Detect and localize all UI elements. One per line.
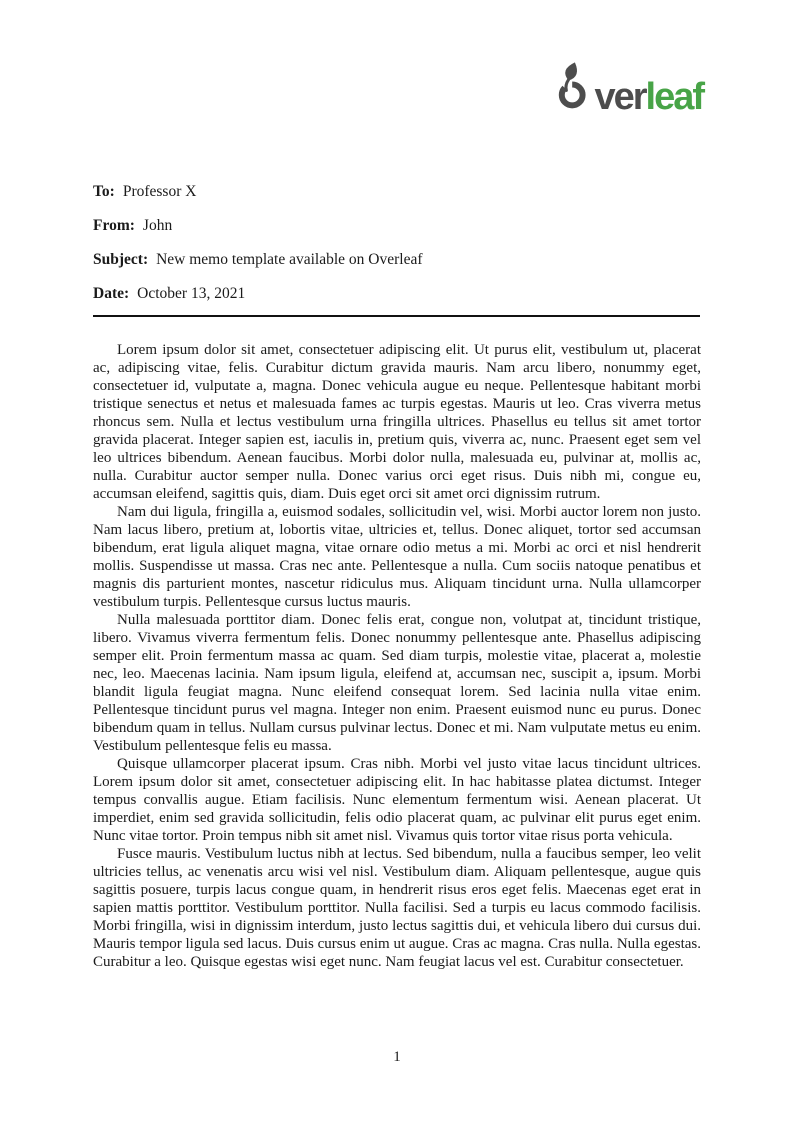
memo-header [93, 182, 701, 318]
body-paragraph: Lorem ipsum dolor sit amet, consectetuer adipiscing elit. Ut purus elit, vestibulum ut, placerat ac, adipiscing vitae, felis. Curabitur dictum gravida mauris. Nam arcu libero, nonummy eget, consectetuer id, vulputate a, magna. Donec vehicula augue eu neque. Pellentesque habitant morbi tristique senectus et netus et malesuada fames ac turpis egestas. Mauris ut leo. Cras viverra metus rhoncus sem. Nulla et lectus vestibulum urna fringilla ultrices. Phasellus eu tellus sit amet tortor gravida placerat. Integer sapien est, iaculis in, pretium quis, viverra ac, nunc. Praesent eget sem vel leo ultrices bibendum. Aenean faucibus. Morbi dolor nulla, malesuada eu, pulvinar at, mollis ac, nulla. Curabitur auctor semper nulla. Donec varius orci eget risus. Duis nibh mi, congue eu, accumsan eleifend, sagittis quis, diam. Duis eget orci sit amet orci dignissim rutrum. [93, 342, 701, 502]
body-paragraph: Fusce mauris. Vestibulum luctus nibh at lectus. Sed bibendum, nulla a faucibus semper, leo velit ultricies tellus, ac venenatis arcu wisi vel nisl. Vestibulum diam. Aliquam pellentesque, augue quis sagittis posuere, turpis lacus congue quam, in hendrerit risus eros eget felis. Maecenas eget erat in sapien mattis porttitor. Vestibulum porttitor. Nulla facilisi. Sed a turpis eu lacus commodo facilisis. Morbi fringilla, wisi in dignissim interdum, justo lectus sagittis dui, et vehicula libero dui cursus dui. Mauris tempor ligula sed lacus. Duis cursus enim ut augue. Cras ac magna. Cras nulla. Nulla egestas. Curabitur a leo. Quisque egestas wisi eget nunc. Nam feugiat lacus vel est. Curabitur consectetuer. [93, 846, 701, 970]
memo-body [93, 341, 701, 971]
overleaf-logo [555, 61, 703, 116]
memo-field-subject [93, 250, 701, 269]
memo-field-value: John [142, 217, 173, 234]
memo-field-label: Subject: [93, 251, 149, 268]
divider-rule [93, 315, 700, 317]
memo-field-value: New memo template available on Overleaf [156, 251, 423, 268]
memo-field-to [93, 182, 701, 201]
body-paragraph: Nulla malesuada porttitor diam. Donec felis erat, congue non, volutpat at, tincidunt tristique, libero. Vivamus viverra fermentum felis. Donec nonummy pellentesque ante. Phasellus adipiscing semper elit. Proin fermentum massa ac quam. Sed diam turpis, molestie vitae, placerat a, molestie nec, leo. Maecenas lacinia. Nam ipsum ligula, eleifend at, accumsan nec, suscipit a, ipsum. Morbi blandit ligula feugiat magna. Nunc eleifend consequat lorem. Sed lacinia nulla vitae enim. Pellentesque tincidunt purus vel magna. Integer non enim. Praesent euismod nunc eu purus. Donec bibendum quam in tellus. Nullam cursus pulvinar lectus. Donec et mi. Nam vulputate metus eu enim. Vestibulum pellentesque felis eu massa. [93, 612, 701, 754]
page-footer [0, 1049, 794, 1066]
logo-text-green: leaf [645, 76, 703, 118]
page-number: 1 [393, 1049, 401, 1065]
memo-field-label: From: [93, 217, 135, 234]
logo-text-grey: ver [594, 76, 646, 118]
memo-field-label: To: [93, 183, 115, 200]
memo-field-value: Professor X [122, 183, 197, 200]
overleaf-o-leaf-icon [555, 61, 593, 109]
body-paragraph: Nam dui ligula, fringilla a, euismod sodales, sollicitudin vel, wisi. Morbi auctor lorem non justo. Nam lacus libero, pretium at, lobortis vitae, ultricies et, tellus. Donec aliquet, tortor sed accumsan bibendum, erat ligula aliquet magna, vitae ornare odio metus a mi. Morbi ac orci et nisl hendrerit mollis. Suspendisse ut massa. Cras nec ante. Pellentesque a nulla. Cum sociis natoque penatibus et magnis dis parturient montes, nascetur ridiculus mus. Aliquam tincidunt urna. Nulla ullamcorper vestibulum turpis. Pellentesque cursus luctus mauris. [93, 504, 701, 610]
memo-field-from [93, 216, 701, 235]
memo-field-date [93, 284, 701, 303]
memo-field-value: October 13, 2021 [137, 285, 246, 302]
memo-field-label: Date: [93, 285, 130, 302]
body-paragraph: Quisque ullamcorper placerat ipsum. Cras nibh. Morbi vel justo vitae lacus tincidunt ultrices. Lorem ipsum dolor sit amet, consectetuer adipiscing elit. In hac habitasse platea dictumst. Integer tempus convallis augue. Etiam facilisis. Nunc elementum fermentum wisi. Aenean placerat. Ut imperdiet, enim sed gravida sollicitudin, felis odio placerat quam, ac pulvinar elit purus eget enim. Nunc vitae tortor. Proin tempus nibh sit amet nisl. Vivamus quis tortor vitae risus porta vehicula. [93, 756, 701, 844]
